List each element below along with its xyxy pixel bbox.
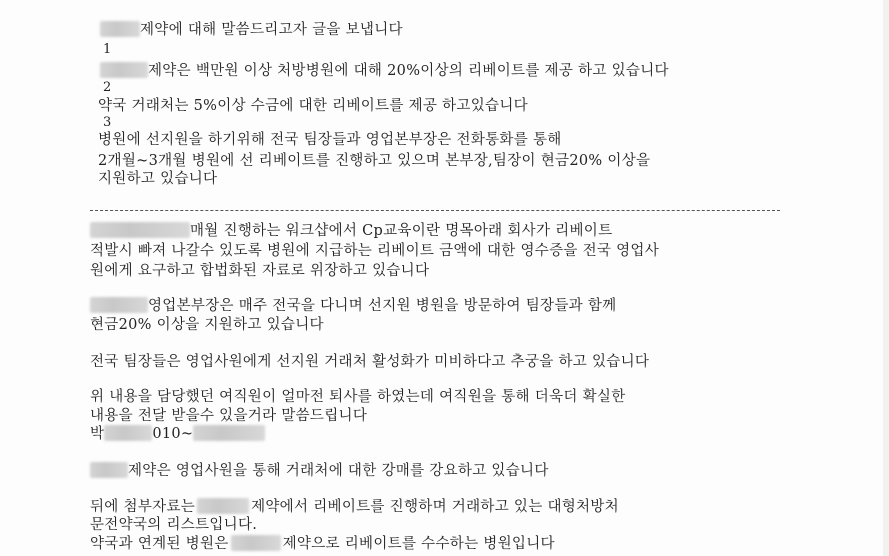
item-3-line-3: 지원하고 있습니다 bbox=[98, 171, 218, 187]
attachment-text-d: 제약으로 리베이트를 수수하는 병원입니다 bbox=[282, 536, 555, 552]
director-line-2: 현금20% 이상을 지원하고 있습니다 bbox=[90, 317, 324, 333]
item-1-text: 제약은 백만원 이상 처방병원에 대해 20%이상의 리베이트를 제공 하고 있습니다 bbox=[148, 63, 669, 79]
item-number-1: 1 bbox=[103, 42, 112, 57]
redacted-company bbox=[231, 535, 281, 551]
workshop-text-1: 매월 진행하는 워크샵에서 Cp교육이란 명목아래 회사가 리베이트 bbox=[190, 223, 613, 239]
separator-dashed-line bbox=[90, 210, 780, 211]
scan-edge-shadow bbox=[883, 0, 889, 556]
workshop-line-2: 적발시 빠져 나갈수 있도록 병원에 지급하는 리베이트 금액에 대한 영수증을 전국 영업사 bbox=[90, 243, 660, 259]
redacted-name bbox=[104, 425, 152, 441]
attachment-line-3 bbox=[90, 535, 555, 553]
item-number-2: 2 bbox=[103, 80, 112, 95]
redacted-company bbox=[197, 498, 249, 514]
attachment-text-a: 뒤에 첨부자료는 bbox=[90, 499, 196, 515]
employee-line-1: 위 내용을 담당했던 여직원이 얼마전 퇴사를 하였는데 여직원을 통해 더욱더 확실한 bbox=[90, 389, 626, 405]
contact-surname: 박 bbox=[90, 426, 105, 442]
item-3-line-1: 병원에 선지원을 하기위해 전국 팀장들과 영업본부장은 전화통화를 통해 bbox=[98, 132, 562, 148]
forced-sales-text: 제약은 영업사원을 통해 거래처에 대한 강매를 강요하고 있습니다 bbox=[128, 463, 549, 479]
director-line-1 bbox=[90, 297, 616, 315]
redacted-company bbox=[90, 222, 190, 238]
team-leader-line: 전국 팀장들은 영업사원에게 선지원 거래처 활성화가 미비하다고 추궁을 하고 있습니다 bbox=[90, 354, 650, 370]
employee-line-2: 내용을 전달 받을수 있을거라 말씀드립니다 bbox=[90, 408, 368, 424]
forced-sales-line bbox=[90, 462, 549, 480]
director-text-1: 영업본부장은 매주 전국을 다니며 선지원 병원을 방문하여 팀장들과 함께 bbox=[148, 298, 617, 314]
redacted-company bbox=[100, 62, 148, 78]
redacted-phone bbox=[193, 425, 265, 441]
greeting-line bbox=[100, 21, 403, 39]
workshop-line-3: 원에게 요구하고 합법화된 자료로 위장하고 있습니다 bbox=[90, 263, 430, 279]
item-3-line-2: 2개월~3개월 병원에 선 리베이트를 진행하고 있으며 본부장,팀장이 현금20% 이상을 bbox=[98, 153, 651, 169]
contact-phone-prefix: 010~ bbox=[152, 426, 194, 442]
item-2-line: 약국 거래처는 5%이상 수금에 대한 리베이트를 제공 하고있습니다 bbox=[98, 98, 528, 114]
attachment-text-b: 제약에서 리베이트를 진행하며 거래하고 있는 대형처방처 bbox=[251, 499, 619, 515]
redacted-company bbox=[100, 21, 140, 37]
redacted-company bbox=[90, 297, 148, 313]
item-1-line bbox=[100, 62, 669, 80]
greeting-text: 제약에 대해 말씀드리고자 글을 보냅니다 bbox=[140, 22, 403, 38]
attachment-line-1 bbox=[90, 498, 619, 516]
attachment-text-c: 약국과 연계된 병원은 bbox=[90, 536, 229, 552]
attachment-line-2: 문전약국의 리스트입니다. bbox=[90, 517, 258, 533]
workshop-line-1 bbox=[90, 222, 612, 240]
contact-line bbox=[90, 425, 265, 443]
redacted-company bbox=[90, 462, 128, 478]
item-number-3: 3 bbox=[103, 115, 112, 130]
